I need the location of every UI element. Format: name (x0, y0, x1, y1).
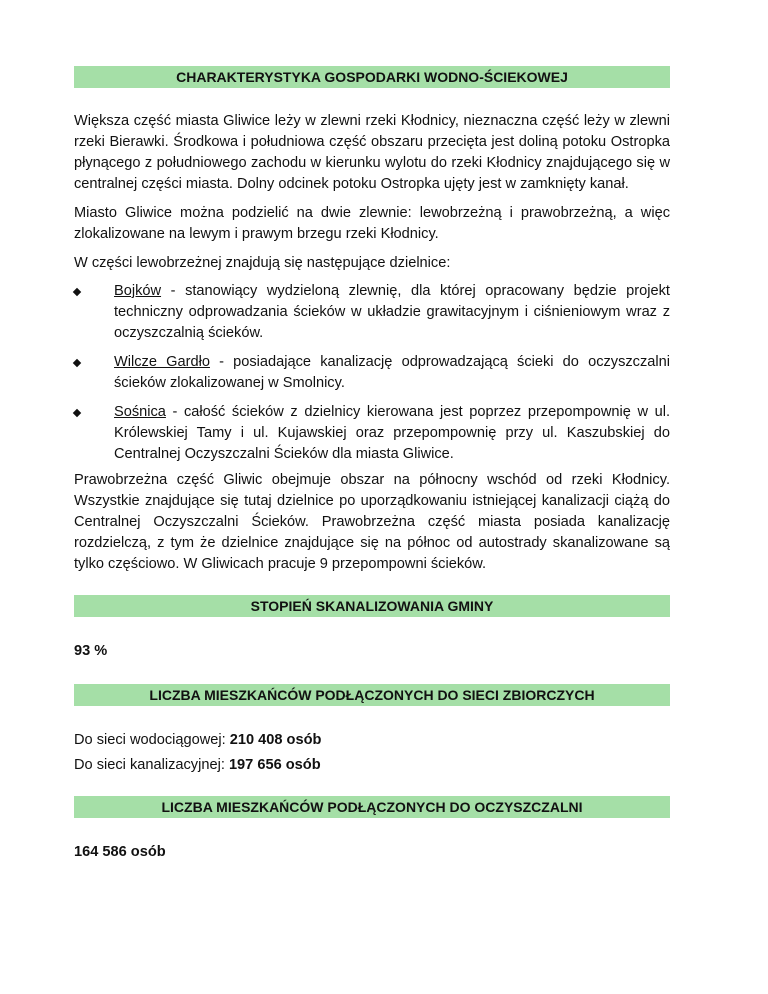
district-name: Bojków (114, 283, 162, 299)
document-content (74, 66, 670, 863)
sewer-line (74, 755, 670, 776)
heading-stopien: STOPIEŃ SKANALIZOWANIA GMINY (74, 595, 670, 617)
district-name: Wilcze Gardło (114, 354, 210, 370)
list-item-bojkow (74, 281, 670, 344)
water-value: 210 408 osób (229, 732, 322, 748)
bullet-diamond-icon (73, 359, 81, 367)
district-desc: - całość ścieków z dzielnicy kierowana jest poprzez przepompownię w ul. Królewskiej Tamy i ul. Kujawskiej oraz przepompownię przy ul. Kaszubskiej do Centralnej Oczyszczalni Ścieków dla miasta Gliwice. (114, 404, 670, 462)
list-item-wilcze-gardlo (74, 352, 670, 394)
district-desc: - posiadające kanalizację odprowadzającą ścieki do oczyszczalni ścieków zlokalizowanej w Smolnicy. (114, 354, 670, 391)
heading-liczba-oczyszczalni: LICZBA MIESZKAŃCÓW PODŁĄCZONYCH DO OCZYSZCZALNI (74, 796, 670, 818)
districts-list (74, 281, 670, 465)
sewer-value: 197 656 osób (228, 757, 321, 773)
paragraph-podzial: Miasto Gliwice można podzielić na dwie zlewnie: lewobrzeżną i prawobrzeżną, a więc zlokalizowane na lewym i prawym brzegu rzeki Kłodnicy. (74, 205, 670, 242)
stopien-value: 93 % (74, 643, 108, 659)
district-name: Sośnica (114, 404, 166, 420)
water-label: Do sieci wodociągowej: (74, 732, 230, 748)
water-line (74, 730, 670, 751)
heading-charakterystyka: CHARAKTERYSTYKA GOSPODARKI WODNO-ŚCIEKOWEJ (74, 66, 670, 88)
paragraph-zlewnie-intro: Większa część miasta Gliwice leży w zlewni rzeki Kłodnicy, nieznaczna część leży w zlewni rzeki Bierawki. Środkowa i południowa część obszaru przecięta jest doliną potoku Ostropka płynącego z południowego zachodu w kierunku wylotu do rzeki Kłodnicy znajdującego się w centralnej części miasta. Dolny odcinek potoku Ostropka ujęty jest w zamknięty kanał. (74, 113, 670, 192)
heading-liczba-sieci: LICZBA MIESZKAŃCÓW PODŁĄCZONYCH DO SIECI ZBIORCZYCH (74, 684, 670, 706)
bullet-diamond-icon (73, 409, 81, 417)
district-desc: - stanowiący wydzieloną zlewnię, dla której opracowany będzie projekt techniczny odprowadzania ścieków w układzie grawitacyjnym i ciśnieniowym wraz z oczyszczalnią ścieków. (114, 283, 670, 341)
paragraph-prawobrzezna: Prawobrzeżna część Gliwic obejmuje obszar na północny wschód od rzeki Kłodnicy. Wszystkie znajdujące się tutaj dzielnice po uporządkowaniu istniejącej kanalizacji ciążą do Centralnej Oczyszczalni Ścieków. Prawobrzeżna część miasta posiada kanalizację rozdzielczą, z tym że dzielnice znajdujące się na północ od autostrady skanalizowane są tylko częściowo. W Gliwicach pracuje 9 przepompowni ścieków. (74, 472, 670, 572)
list-item-sosnica (74, 402, 670, 465)
bullet-diamond-icon (73, 288, 81, 296)
sewer-label: Do sieci kanalizacyjnej: (74, 757, 229, 773)
oczyszczalnia-value: 164 586 osób (74, 844, 166, 860)
paragraph-lewobrzezna: W części lewobrzeżnej znajdują się następujące dzielnice: (74, 255, 451, 271)
